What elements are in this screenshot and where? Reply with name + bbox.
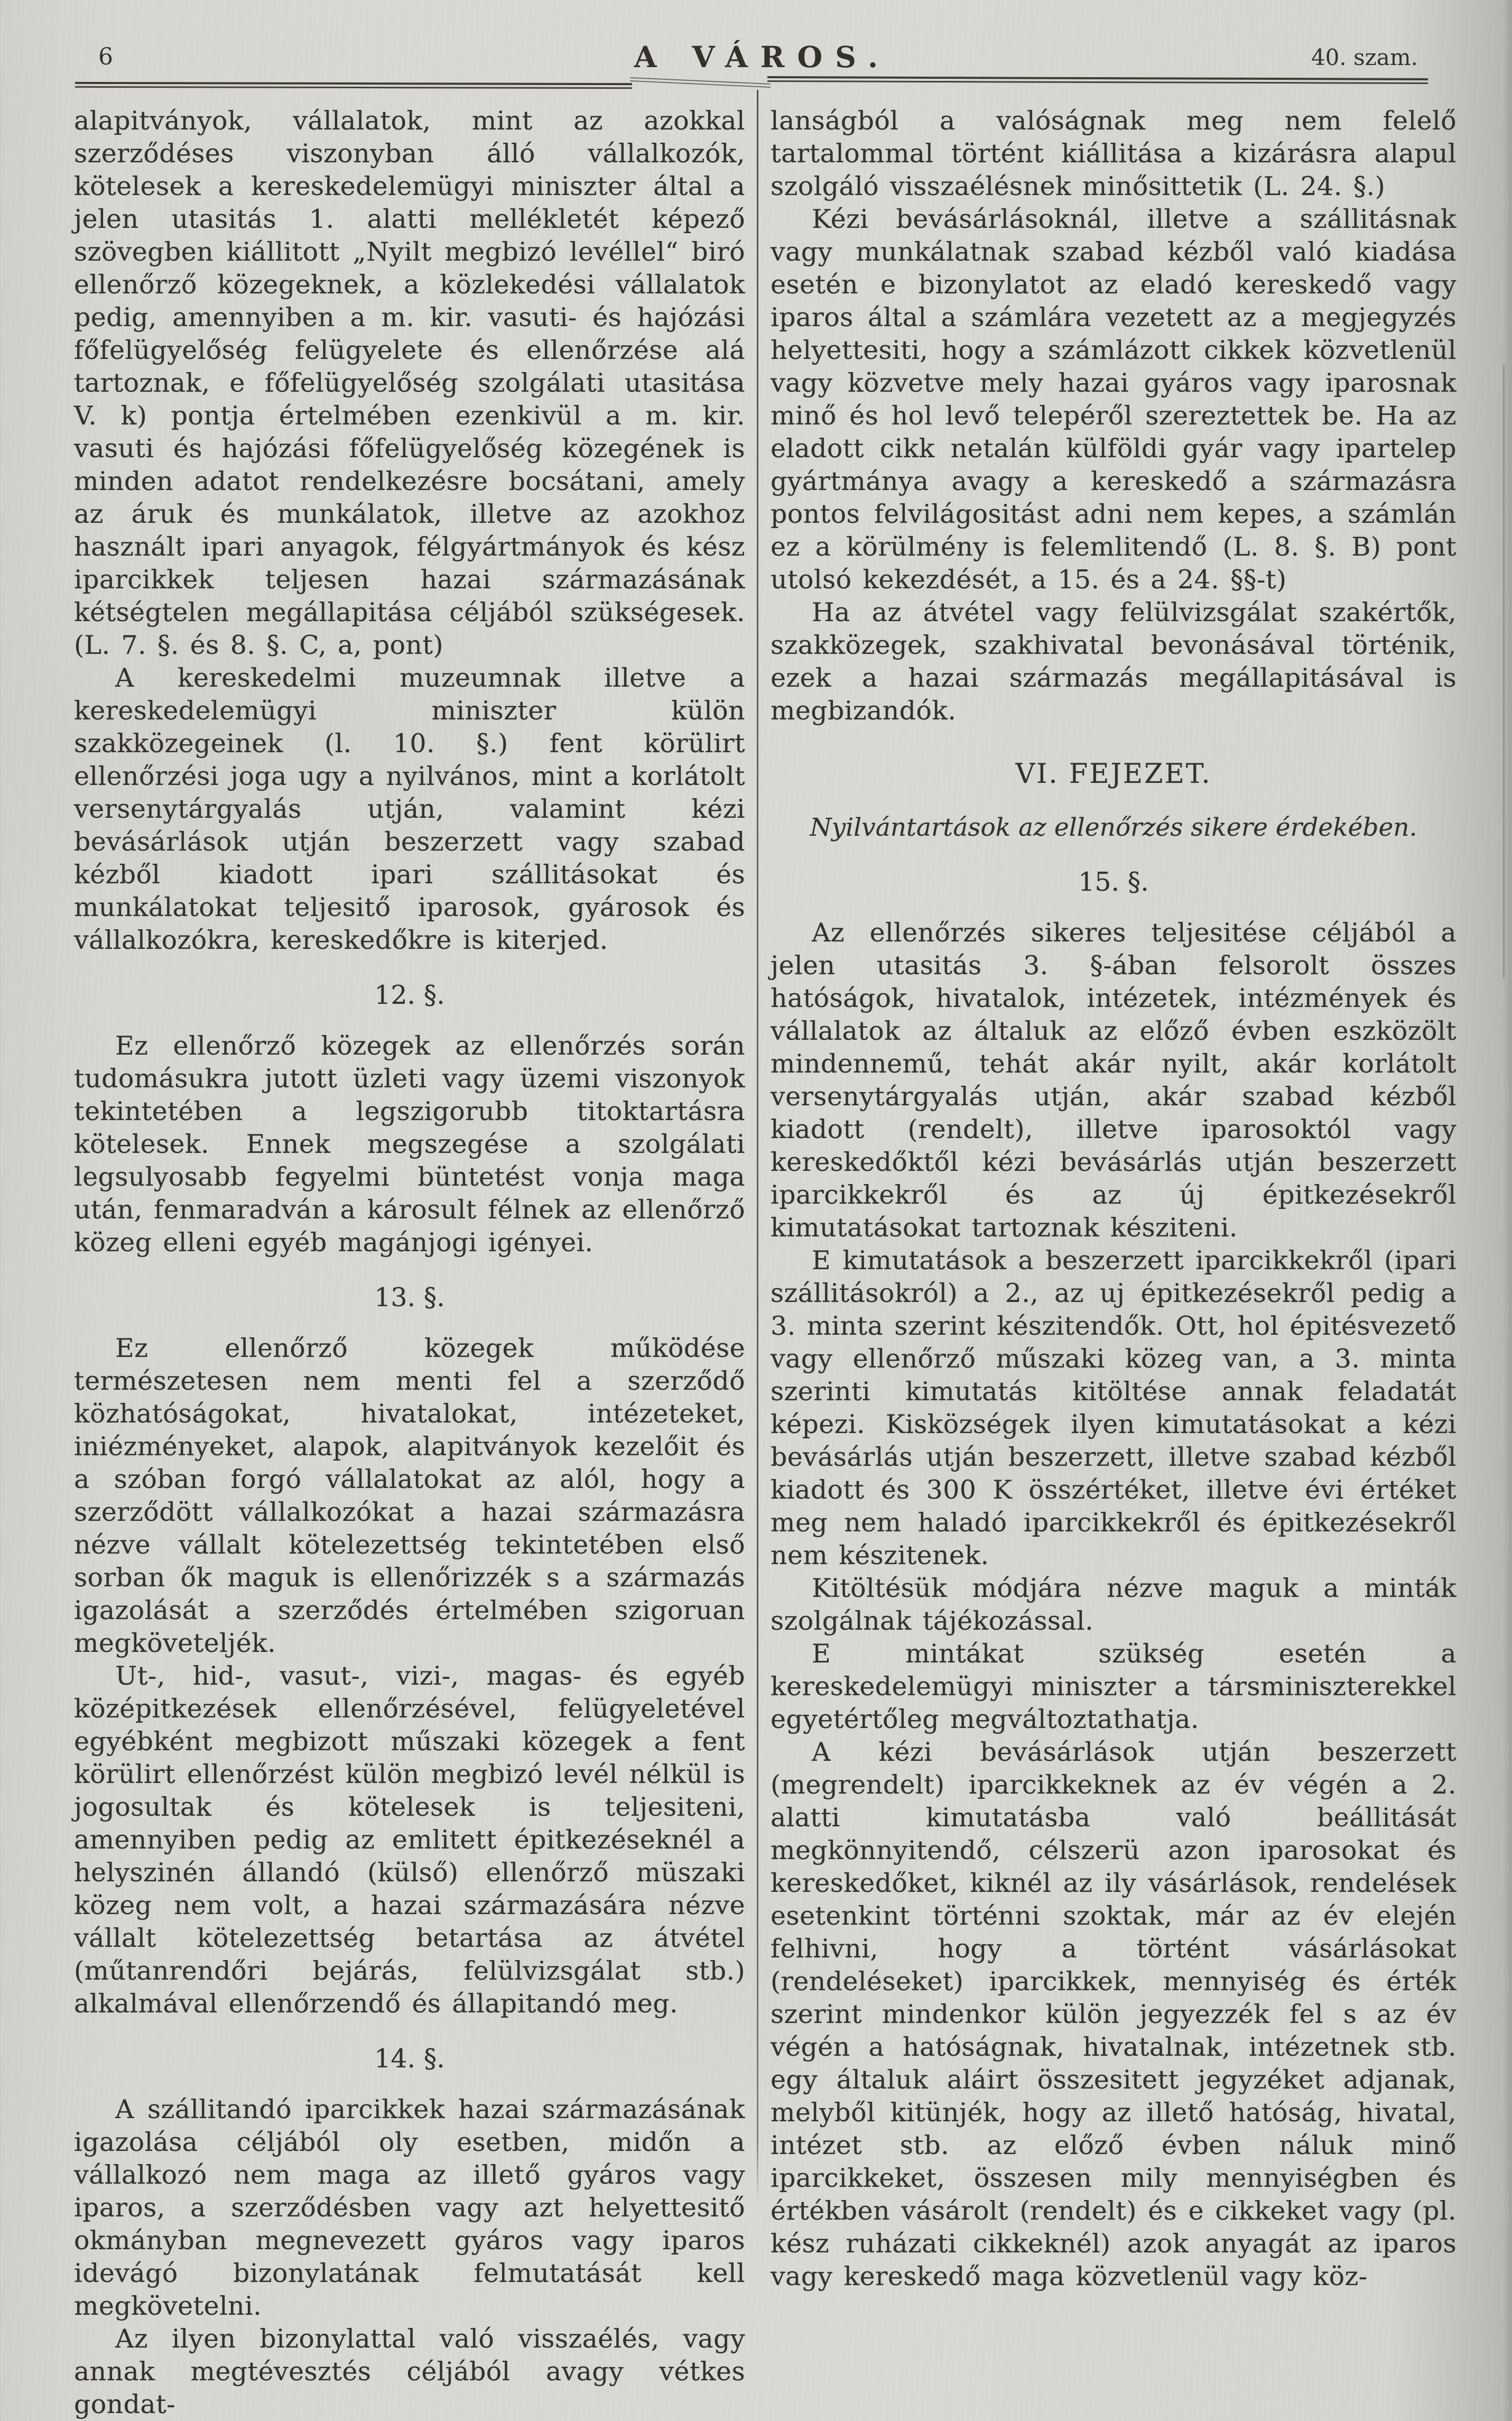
paragraph: A kereskedelmi muzeumnak illetve a kereskedelemügyi miniszter külön szakközegeinek (l. 10. §.) fent körülirt ellenőrzési joga ugy a nyilvános, mint a korlátolt versenytárgyalás utján, valamint kézi bevásárlások utján beszerzett vagy szabad kézből kiadott ipari szállitásokat és munkálatokat teljesitő iparosok, gyárosok és vállalkozókra, kereskedőkre is kiterjed. [74,663,745,955]
paragraph: Ha az átvétel vagy felülvizsgálat szakértők, szakközegek, szakhivatal bevonásával történik, ezek a hazai származás megállapitásával is megbizandók. [771,597,1457,726]
column-divider [757,90,758,2204]
paragraph: Az ellenőrzés sikeres teljesitése céljából a jelen utasitás 3. §-ában felsorolt összes hatóságok, hivatalok, intézetek, intézmények és vállalatok az általuk az előző évben eszközölt mindennemű, tehát akár nyilt, akár korlátolt versenytárgyalás utján, akár szabad kézből kiadott (rendelt), illetve iparosoktól vagy kereskedőktől kézi bevásárlás utján beszerzett iparcikkekről és az új épitkezésekről kimutatásokat tartoznak késziteni. [771,918,1457,1243]
left-column [74,105,745,2421]
paragraph: E mintákat szükség esetén a kereskedelemügyi miniszter a társminiszterekkel egyetértőleg megváltoztathatja. [771,1639,1457,1734]
right-column [771,105,1457,2293]
header-rule-left [75,82,632,89]
section-heading-12: 12. §. [374,980,445,1010]
header-rule-connector [630,77,771,88]
chapter-heading: VI. FEJEZET. [1015,759,1212,790]
paragraph-continuation: lanságból a valóságnak meg nem felelő tartalommal történt kiállitása a kizárásra alapul szolgáló visszaélésnek minősittetik (L. 24. §.) [771,106,1457,201]
issue-number: 40. szam. [1311,44,1418,70]
page-number: 6 [98,43,113,70]
paragraph-continuation: alapitványok, vállalatok, mint az azokkal szerződéses viszonyban álló vállalkozók, kötelesek a kereskedelemügyi miniszter által a jelen utasitás 1. alatti mellékletét képező szövegben kiállitott „Nyilt megbizó levéllel“ biró ellenőrző közegeknek, a közlekedési vállalatok pedig, amennyiben a m. kir. vasuti- és hajózási főfelügyelőség felügyelete és ellenőrzése alá tartoznak, e főfelügyelőség szolgálati utasitása V. k) pontja értelmében ezenkivül a m. kir. vasuti és hajózási főfelügyelőség közegének is minden adatot rendelkezésre bocsátani, amely az áruk és munkálatok, illetve az azokhoz használt ipari anyagok, félgyártmányok és kész iparcikkek teljesen hazai származásának kétségtelen megállapitása céljából szükségesek. (L. 7. §. és 8. §. C, a, pont) [74,106,745,660]
masthead-title: A VÁROS. [634,40,891,74]
paragraph: Kézi bevásárlásoknál, illetve a szállitásnak vagy munkálatnak szabad kézből való kiadása esetén e bizonylatot az eladó kereskedő vagy iparos által a számlára vezetett az a megjegyzés helyettesiti, hogy a számlázott cikkek közvetlenül vagy közvetve mely hazai gyáros vagy iparosnak minő és hol levő telepéről szereztettek be. Ha az eladott cikk netalán külföldi gyár vagy ipartelep gyártmánya avagy a kereskedő a származásra pontos felvilágositást adni nem kepes, a számlán ez a körülmény is felemlitendő (L. 8. §. B) pont utolsó kekezdését, a 15. és a 24. §§-t) [771,204,1457,595]
paragraph: E kimutatások a beszerzett iparcikkekről (ipari szállitásokról) a 2., az uj épitkezésekről pedig a 3. minta szerint készitendők. Ott, hol épitésvezető vagy ellenőrző műszaki közeg van, a 3. minta szerinti kimutatás kitöltése annak feladatát képezi. Kisközségek ilyen kimutatásokat a kézi bevásárlás utján beszerzett, illetve szabad kézből kiadott és 300 K összértéket, illetve évi értéket meg nem haladó iparcikkekről és épitkezésekről nem készitenek. [771,1245,1457,1570]
page-edge-artifact [1503,365,1505,978]
section-heading-14: 14. §. [374,2044,445,2074]
paragraph: A szállitandó iparcikkek hazai származásának igazolása céljából oly esetben, midőn a vállalkozó nem maga az illető gyáros vagy iparos, a szerződésben vagy azt helyettesitő okmányban megnevezett gyáros vagy iparos idevágó bizonylatának felmutatását kell megkövetelni. [74,2094,745,2321]
paragraph: Az ilyen bizonylattal való visszaélés, vagy annak megtévesztés céljából avagy vétkes gondat- [74,2324,745,2419]
paragraph: Ez ellenőrző közegek működése természetesen nem menti fel a szerződő közhatóságokat, hivatalokat, intézeteket, iniézményeket, alapok, alapitványok kezelőit és a szóban forgó vállalatokat az alól, hogy a szerződött vállalkozókat a hazai származásra nézve vállalt kötelezettség tekintetében első sorban ők maguk is ellenőrizzék s a származás igazolását a szerződés értelmében szigoruan megköveteljék. [74,1333,745,1658]
paragraph: Kitöltésük módjára nézve maguk a minták szolgálnak tájékozással. [771,1573,1457,1636]
section-heading-13: 13. §. [374,1282,445,1313]
paragraph: Ut-, hid-, vasut-, vizi-, magas- és egyéb középitkezések ellenőrzésével, felügyeletével egyébként megbizott műszaki közegek a fent körülirt ellenőrzést külön megbizó levél nélkül is jogosultak és kötelesek is teljesiteni, amennyiben pedig az emlitett épitkezéseknél a helyszinén állandó (külső) ellenőrző müszaki közeg nem volt, a hazai származására nézve vállalt kötelezettség betartása az átvétel (műtanrendőri bejárás, felülvizsgálat stb.) alkalmával ellenőrzendő és állapitandó meg. [74,1661,745,2019]
chapter-subtitle: Nyilvántartások az ellenőrzés sikere érdekében. [810,813,1417,842]
paragraph: Ez ellenőrző közegek az ellenőrzés során tudomásukra jutott üzleti vagy üzemi viszonyok tekintetében a legszigorubb titoktartásra kötelesek. Ennek megszegése a szolgálati legsulyosabb fegyelmi büntetést vonja maga után, fenmaradván a károsult félnek az ellenőrző közeg elleni egyéb magánjogi igényei. [74,1031,745,1258]
section-heading-15: 15. §. [1078,867,1149,897]
paragraph: A kézi bevásárlások utján beszerzett (megrendelt) iparcikkeknek az év végén a 2. alatti kimutatásba való beállitását megkönnyitendő, célszerü azon iparosokat és kereskedőket, kiknél az ily vásárlások, rendelések esetenkint történni szoktak, már az év elején felhivni, hogy a történt vásárlásokat (rendeléseket) iparcikkek, mennyiség és érték szerint mindenkor külön jegyezzék fel s az év végén a hatóságnak, hivatalnak, intézetnek stb. egy általuk aláirt összesitett jegyzéket adjanak, melyből kitünjék, hogy az illető hatóság, hivatal, intézet stb. az előző évben náluk minő iparcikkeket, összesen mily mennyiségben és értékben vásárolt (rendelt) és e cikkeket vagy (pl. kész ruházati cikkeknél) azok anyagát az iparos vagy kereskedő maga közvetlenül vagy köz- [771,1737,1457,2291]
header-rule-right [767,76,1428,84]
